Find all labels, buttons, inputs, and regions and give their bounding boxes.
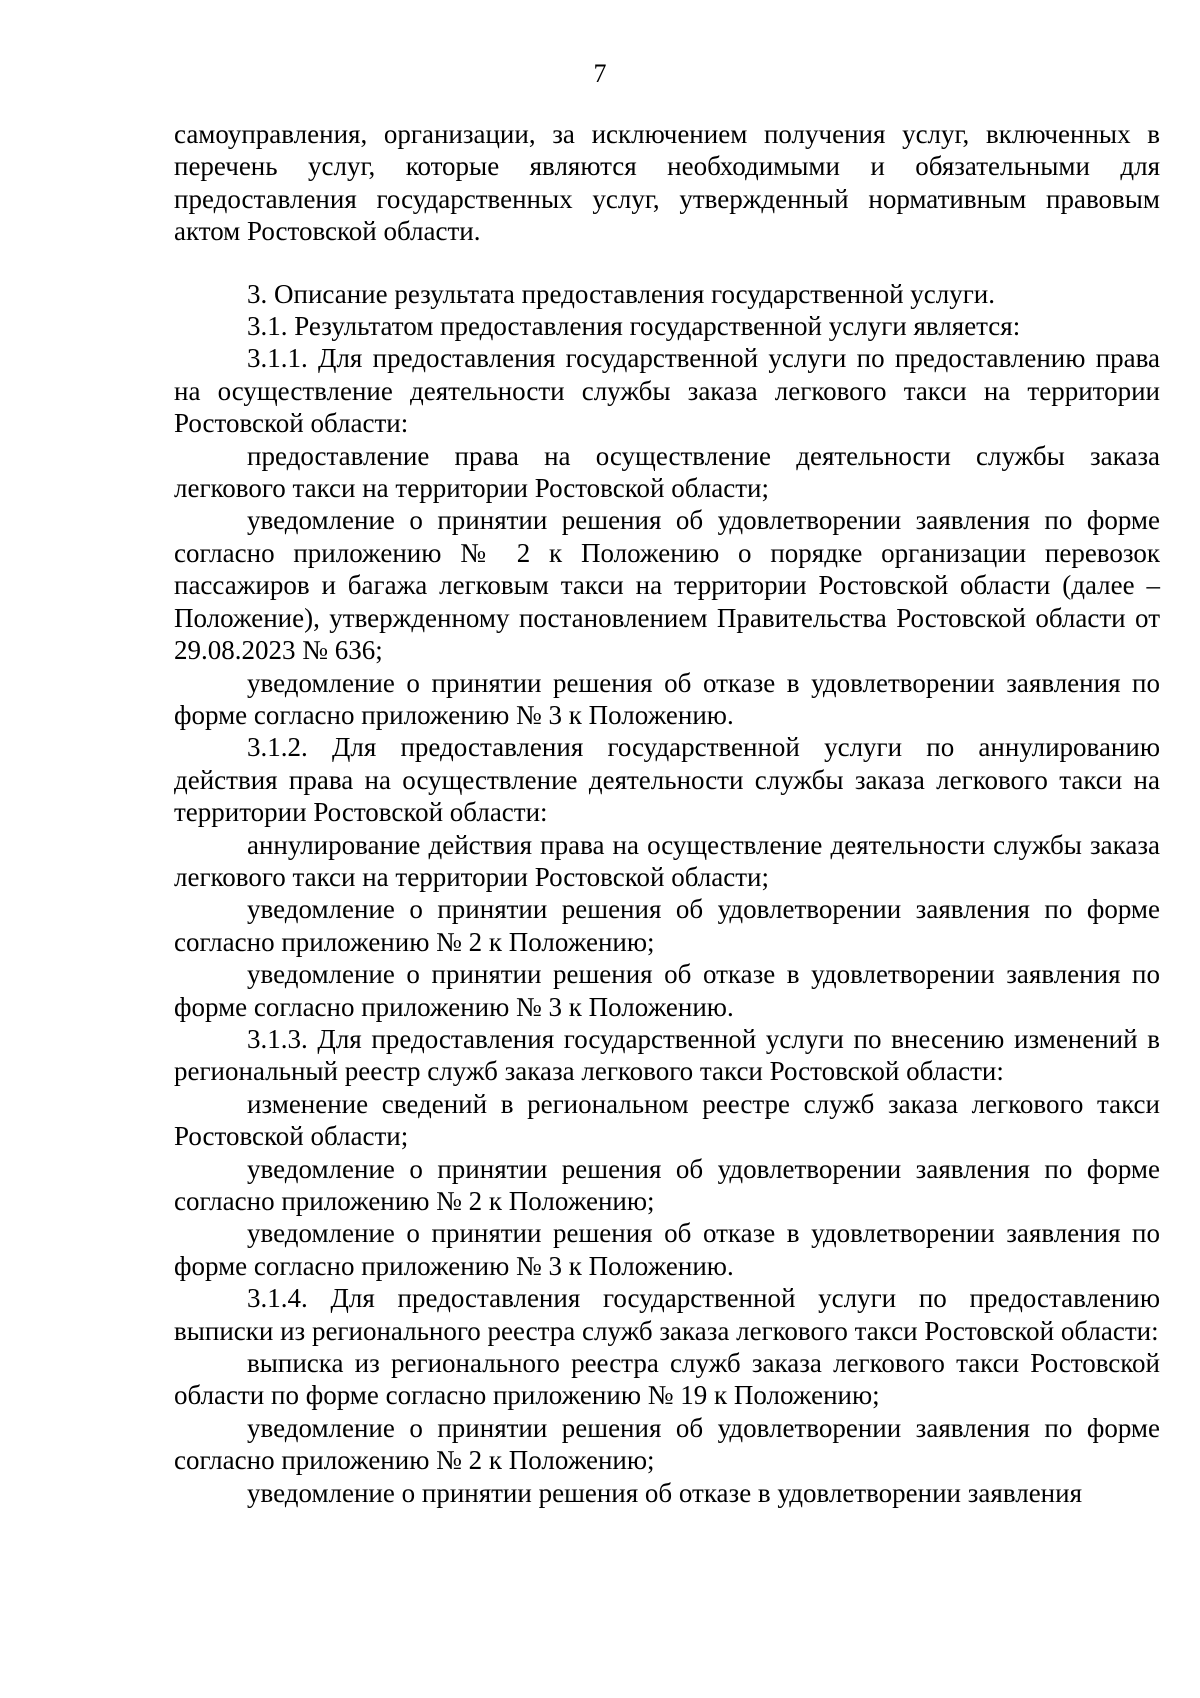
paragraph: аннулирование действия права на осуществление деятельности службы заказа легкового такси на территории Ростовской области; [174, 829, 1160, 892]
paragraph: 3.1.4. Для предоставления государственной услуги по предоставлению выписки из регионального реестра служб заказа легкового такси Ростовской области: [174, 1283, 1160, 1346]
paragraph: уведомление о принятии решения об отказе в удовлетворении заявления по форме согласно приложению № 3 к Положению. [174, 1218, 1160, 1281]
paragraph: уведомление о принятии решения об удовлетворении заявления по форме согласно приложению № 2 к Положению; [174, 894, 1160, 957]
page-number: 7 [593, 59, 607, 88]
paragraph: 3.1.3. Для предоставления государственной услуги по внесению изменений в региональный реестр служб заказа легкового такси Ростовской области: [174, 1023, 1160, 1087]
paragraph: уведомление о принятии решения об удовлетворении заявления по форме согласно приложению № 2 к Положению; [174, 1412, 1160, 1476]
paragraph: предоставление права на осуществление деятельности службы заказа легкового такси на территории Ростовской области; [174, 440, 1160, 504]
paragraph: уведомление о принятии решения об отказе в удовлетворении заявления по форме согласно приложению № 3 к Положению. [174, 667, 1160, 730]
paragraph: уведомление о принятии решения об удовлетворении заявления по форме согласно приложению № 2 к Положению о порядке организации перевозок пассажиров и багажа легковым такси на территории Ростовской области (далее – Положение), утвержденному постановлением Правительства Ростовской области от 29.08.2023 № 636; [174, 505, 1160, 666]
paragraph: выписка из регионального реестра служб заказа легкового такси Ростовской области по форме согласно приложению № 19 к Положению; [174, 1348, 1160, 1411]
section-heading: 3. Описание результата предоставления государственной услуги. [247, 278, 995, 309]
paragraph: 3.1.2. Для предоставления государственной услуги по аннулированию действия права на осуществление деятельности службы заказа легкового такси на территории Ростовской области: [174, 732, 1160, 828]
paragraph: 3.1.1. Для предоставления государственной услуги по предоставлению права на осуществление деятельности службы заказа легкового такси на территории Ростовской области: [174, 343, 1160, 439]
paragraph: уведомление о принятии решения об отказе в удовлетворении заявления [247, 1477, 1082, 1508]
paragraph-continuation: самоуправления, организации, за исключением получения услуг, включенных в перечень услуг, которые являются необходимыми и обязательными для предоставления государственных услуг, утвержденный нормативным правовым актом Ростовской области. [174, 119, 1160, 247]
document-body [174, 118, 1160, 1509]
paragraph: уведомление о принятии решения об удовлетворении заявления по форме согласно приложению № 2 к Положению; [174, 1153, 1160, 1216]
paragraph: 3.1. Результатом предоставления государственной услуги является: [247, 311, 1021, 342]
paragraph: изменение сведений в региональном реестре служб заказа легкового такси Ростовской области; [174, 1088, 1160, 1152]
paragraph: уведомление о принятии решения об отказе в удовлетворении заявления по форме согласно приложению № 3 к Положению. [174, 959, 1160, 1022]
